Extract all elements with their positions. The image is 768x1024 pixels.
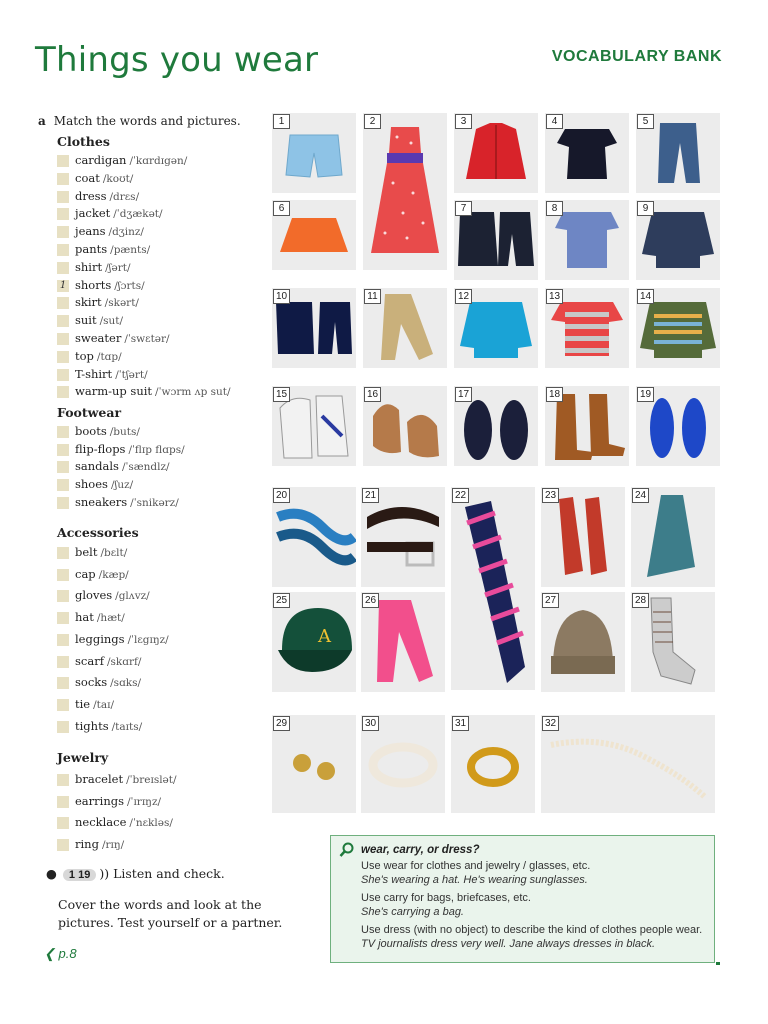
word-pronunciation: /kæp/: [98, 568, 129, 581]
answer-box[interactable]: [57, 817, 69, 829]
picture-number: 27: [542, 593, 559, 608]
picture-cap: [272, 592, 356, 692]
word-text: necklace: [75, 815, 127, 829]
word-text: dress: [75, 188, 107, 203]
word-item: [57, 366, 148, 382]
answer-box[interactable]: [57, 351, 69, 363]
picture-sweater: [636, 288, 720, 368]
picture-jacket: [636, 200, 720, 280]
answer-box[interactable]: [57, 297, 69, 309]
picture-number: 4: [546, 114, 563, 129]
word-pronunciation: /taɪ/: [93, 698, 115, 711]
sound-waves-icon: )): [99, 866, 110, 881]
tip-rule: Use wear for clothes and jewelry / glasses, etc.: [361, 860, 591, 872]
word-item: [57, 793, 161, 809]
answer-box[interactable]: [57, 244, 69, 256]
back-arrow-icon: ❮: [44, 946, 55, 961]
answer-box[interactable]: [57, 155, 69, 167]
word-pronunciation: /skərt/: [104, 297, 139, 310]
word-text: shoes: [75, 477, 108, 492]
picture-sneakers: [272, 386, 356, 466]
tip-rule: Use dress (with no object) to describe the kind of clothes people wear.: [361, 924, 703, 936]
answer-box[interactable]: [57, 315, 69, 327]
clothing-illustration: [363, 113, 447, 270]
picture-number: 28: [632, 593, 649, 608]
answer-box[interactable]: 1: [57, 280, 69, 292]
picture-scarf: [631, 487, 715, 587]
picture-number: 1: [273, 114, 290, 129]
word-text: sandals: [75, 459, 119, 474]
word-pronunciation: /ˈlɛgɪŋz/: [127, 633, 169, 646]
listen-check: [46, 866, 225, 881]
category-heading: Footwear: [57, 405, 122, 420]
tip-rule: Use carry for bags, briefcases, etc.: [361, 892, 531, 904]
picture-number: 3: [455, 114, 472, 129]
picture-number: 10: [273, 289, 290, 304]
answer-box[interactable]: [57, 774, 69, 786]
picture-number: 2: [364, 114, 381, 129]
word-text: cap: [75, 566, 96, 581]
word-item: [57, 587, 150, 603]
word-pronunciation: /ˈswɛtər/: [124, 333, 170, 345]
picture-hat: [541, 592, 625, 692]
word-text: shorts: [75, 277, 112, 292]
picture-number: 24: [632, 488, 649, 503]
word-text: T-shirt: [75, 366, 113, 381]
word-pronunciation: /ʃuz/: [110, 479, 134, 492]
word-pronunciation: /drɛs/: [109, 190, 140, 203]
exercise-instruction: [38, 114, 241, 128]
word-item: [57, 223, 144, 239]
word-item: [57, 330, 170, 346]
word-pronunciation: /bɛlt/: [100, 547, 128, 559]
word-pronunciation: /koʊt/: [102, 172, 134, 185]
answer-box[interactable]: [57, 191, 69, 203]
word-pronunciation: /hæt/: [96, 612, 125, 625]
tip-example: TV journalists dress very well. Jane always dresses in black.: [361, 938, 656, 950]
answer-box[interactable]: [57, 444, 69, 456]
word-text: suit: [75, 313, 97, 328]
answer-box[interactable]: [57, 612, 69, 624]
page-reference-link[interactable]: [44, 946, 77, 962]
word-pronunciation: /tɑp/: [96, 350, 122, 363]
word-pronunciation: /ˈdʒækət/: [113, 208, 163, 221]
word-item: [57, 170, 133, 186]
picture-number: 21: [362, 488, 379, 503]
word-pronunciation: /ˈtʃərt/: [115, 368, 148, 381]
word-item: [57, 544, 127, 560]
word-item: [57, 771, 177, 787]
answer-box[interactable]: [57, 208, 69, 220]
answer-box[interactable]: [57, 461, 69, 473]
picture-leggings: [272, 487, 356, 587]
word-pronunciation: /ˈkɑrdɪgən/: [129, 155, 188, 167]
word-text: hat: [75, 610, 94, 625]
word-pronunciation: /dʒinz/: [108, 226, 144, 239]
exercise-letter: a: [38, 114, 46, 128]
word-item: [57, 348, 122, 364]
picture-number: 23: [542, 488, 559, 503]
word-item: [57, 241, 150, 257]
picture-number: 22: [452, 488, 469, 503]
word-item: [57, 609, 125, 625]
category-heading: Clothes: [57, 134, 110, 149]
picture-t-shirt: [545, 288, 629, 368]
picture-number: 19: [637, 387, 654, 402]
picture-cardigan: [454, 288, 538, 368]
picture-boots: [545, 386, 629, 466]
word-item: [57, 259, 131, 275]
answer-box[interactable]: [57, 656, 69, 668]
answer-box[interactable]: [57, 721, 69, 733]
word-item: [57, 566, 129, 582]
word-item: [57, 383, 231, 399]
picture-number: 15: [273, 387, 290, 402]
page-title: Things you wear: [35, 40, 319, 80]
word-pronunciation: /buts/: [109, 426, 140, 438]
word-item: [57, 674, 141, 690]
usage-tip-box: [330, 835, 715, 963]
svg-text:A: A: [318, 626, 331, 647]
word-pronunciation: /rɪŋ/: [101, 838, 125, 851]
answer-box[interactable]: [57, 226, 69, 238]
answer-box[interactable]: [57, 677, 69, 689]
picture-tights: [361, 592, 445, 692]
picture-number: 5: [637, 114, 654, 129]
picture-number: 13: [546, 289, 563, 304]
word-text: top: [75, 348, 94, 363]
corner-mark: [716, 962, 720, 965]
picture-socks: [631, 592, 715, 692]
picture-top: [545, 113, 629, 193]
picture-number: 32: [542, 716, 559, 731]
word-text: leggings: [75, 631, 125, 646]
picture-flip-flops: [636, 386, 720, 466]
instruction-text: Match the words and pictures.: [53, 114, 241, 128]
answer-box[interactable]: [57, 569, 69, 581]
word-text: boots: [75, 424, 107, 438]
word-item: [57, 814, 173, 830]
picture-number: 29: [273, 716, 290, 731]
picture-jeans: [636, 113, 720, 193]
word-item: [57, 205, 163, 221]
picture-dress: [363, 113, 447, 270]
word-text: ring: [75, 836, 99, 851]
picture-number: 7: [455, 201, 472, 216]
picture-number: 25: [273, 593, 290, 608]
word-pronunciation: /ˈbreɪslət/: [126, 774, 177, 786]
word-text: jacket: [75, 206, 111, 221]
cover-instruction: Cover the words and look at the pictures. Test yourself or a partner.: [58, 897, 283, 930]
picture-number: 8: [546, 201, 563, 216]
answer-box[interactable]: [57, 796, 69, 808]
word-text: bracelet: [75, 772, 124, 786]
answer-box[interactable]: [57, 497, 69, 509]
clothing-illustration: [451, 487, 535, 690]
word-item: [57, 294, 139, 310]
picture-number: 26: [362, 593, 379, 608]
clothing-illustration: [541, 715, 715, 813]
picture-warm-up-suit: [272, 288, 356, 368]
word-item: [57, 458, 170, 474]
picture-number: 16: [364, 387, 381, 402]
word-text: tie: [75, 696, 91, 711]
picture-number: 18: [546, 387, 563, 402]
word-pronunciation: /sɑks/: [110, 677, 142, 690]
word-item: [57, 441, 185, 457]
answer-box[interactable]: [57, 839, 69, 851]
word-text: flip-flops: [75, 441, 126, 456]
word-pronunciation: /glʌvz/: [115, 590, 150, 603]
word-text: coat: [75, 170, 100, 185]
word-item: [57, 152, 187, 168]
picture-number: 9: [637, 201, 654, 216]
word-pronunciation: /ˈwɔrm ʌp sut/: [155, 386, 231, 399]
answer-box[interactable]: [57, 634, 69, 646]
picture-number: 14: [637, 289, 654, 304]
word-pronunciation: /ʃərt/: [105, 261, 131, 274]
word-item: [57, 718, 142, 734]
audio-track-badge[interactable]: 1 19: [63, 869, 96, 881]
picture-number: 11: [364, 289, 381, 304]
word-item: [57, 476, 133, 492]
picture-shorts: [272, 113, 356, 193]
page-reference-text: p.8: [58, 946, 77, 961]
word-text: pants: [75, 242, 108, 256]
word-text: belt: [75, 545, 98, 559]
answer-box[interactable]: [57, 479, 69, 491]
picture-number: 6: [273, 201, 290, 216]
answer-box[interactable]: [57, 590, 69, 602]
word-item: [57, 423, 140, 439]
answer-box[interactable]: [57, 173, 69, 185]
word-item: [57, 494, 179, 510]
word-text: skirt: [75, 295, 102, 310]
answer-box[interactable]: [57, 262, 69, 274]
word-pronunciation: /ˈsændlz/: [121, 461, 170, 474]
picture-suit: [454, 200, 538, 280]
word-pronunciation: /ˈsnikərz/: [130, 496, 179, 509]
category-heading: Accessories: [57, 525, 139, 540]
word-text: sweater: [75, 331, 122, 345]
section-label: VOCABULARY BANK: [551, 48, 722, 65]
answer-box[interactable]: [57, 426, 69, 438]
word-pronunciation: /taɪts/: [111, 720, 143, 733]
picture-number: 20: [273, 488, 290, 503]
picture-necklace: [541, 715, 715, 813]
word-text: tights: [75, 718, 109, 733]
word-item: [57, 836, 124, 852]
word-text: sneakers: [75, 494, 128, 509]
answer-box[interactable]: [57, 369, 69, 381]
word-pronunciation: /sut/: [99, 315, 124, 328]
word-item: [57, 696, 114, 712]
picture-coat: [454, 113, 538, 193]
word-pronunciation: /ˈɪrɪŋz/: [127, 795, 162, 808]
picture-bracelet: [361, 715, 445, 813]
word-text: shirt: [75, 259, 103, 274]
tip-heading: wear, carry, or dress?: [361, 844, 480, 856]
word-text: gloves: [75, 588, 113, 603]
word-text: socks: [75, 675, 108, 690]
audio-icon[interactable]: ●: [46, 866, 57, 881]
picture-belt: [361, 487, 445, 587]
tip-example: She's carrying a bag.: [361, 906, 464, 918]
word-item: [57, 312, 123, 328]
picture-sandals: [363, 386, 447, 466]
category-heading: Jewelry: [57, 750, 109, 765]
word-text: scarf: [75, 653, 104, 668]
word-text: earrings: [75, 793, 125, 808]
listen-text: Listen and check.: [113, 866, 225, 881]
picture-number: 17: [455, 387, 472, 402]
picture-number: 30: [362, 716, 379, 731]
word-text: warm-up suit: [75, 384, 153, 399]
answer-box[interactable]: [57, 386, 69, 398]
word-item: [57, 277, 145, 293]
picture-pants: [363, 288, 447, 368]
word-text: cardigan: [75, 153, 127, 167]
picture-earrings: [272, 715, 356, 813]
word-item: [57, 631, 169, 647]
word-pronunciation: /skɑrf/: [106, 655, 142, 668]
word-pronunciation: /ˈnɛkləs/: [129, 817, 173, 829]
picture-number: 12: [455, 289, 472, 304]
answer-box[interactable]: [57, 699, 69, 711]
magnifier-icon: [339, 842, 355, 858]
tip-example: She's wearing a hat. He's wearing sunglasses.: [361, 874, 588, 886]
picture-shirt: [545, 200, 629, 280]
word-pronunciation: /pænts/: [110, 244, 151, 256]
picture-skirt: [272, 200, 356, 270]
answer-box[interactable]: [57, 333, 69, 345]
picture-ring: [451, 715, 535, 813]
word-pronunciation: /ˈflɪp flɑps/: [128, 443, 185, 456]
answer-box[interactable]: [57, 547, 69, 559]
picture-number: 31: [452, 716, 469, 731]
word-text: jeans: [75, 224, 106, 239]
word-pronunciation: /ʃɔrts/: [114, 279, 145, 292]
picture-tie: [451, 487, 535, 690]
word-item: [57, 188, 139, 204]
picture-gloves: [541, 487, 625, 587]
word-item: [57, 653, 141, 669]
picture-shoes: [454, 386, 538, 466]
